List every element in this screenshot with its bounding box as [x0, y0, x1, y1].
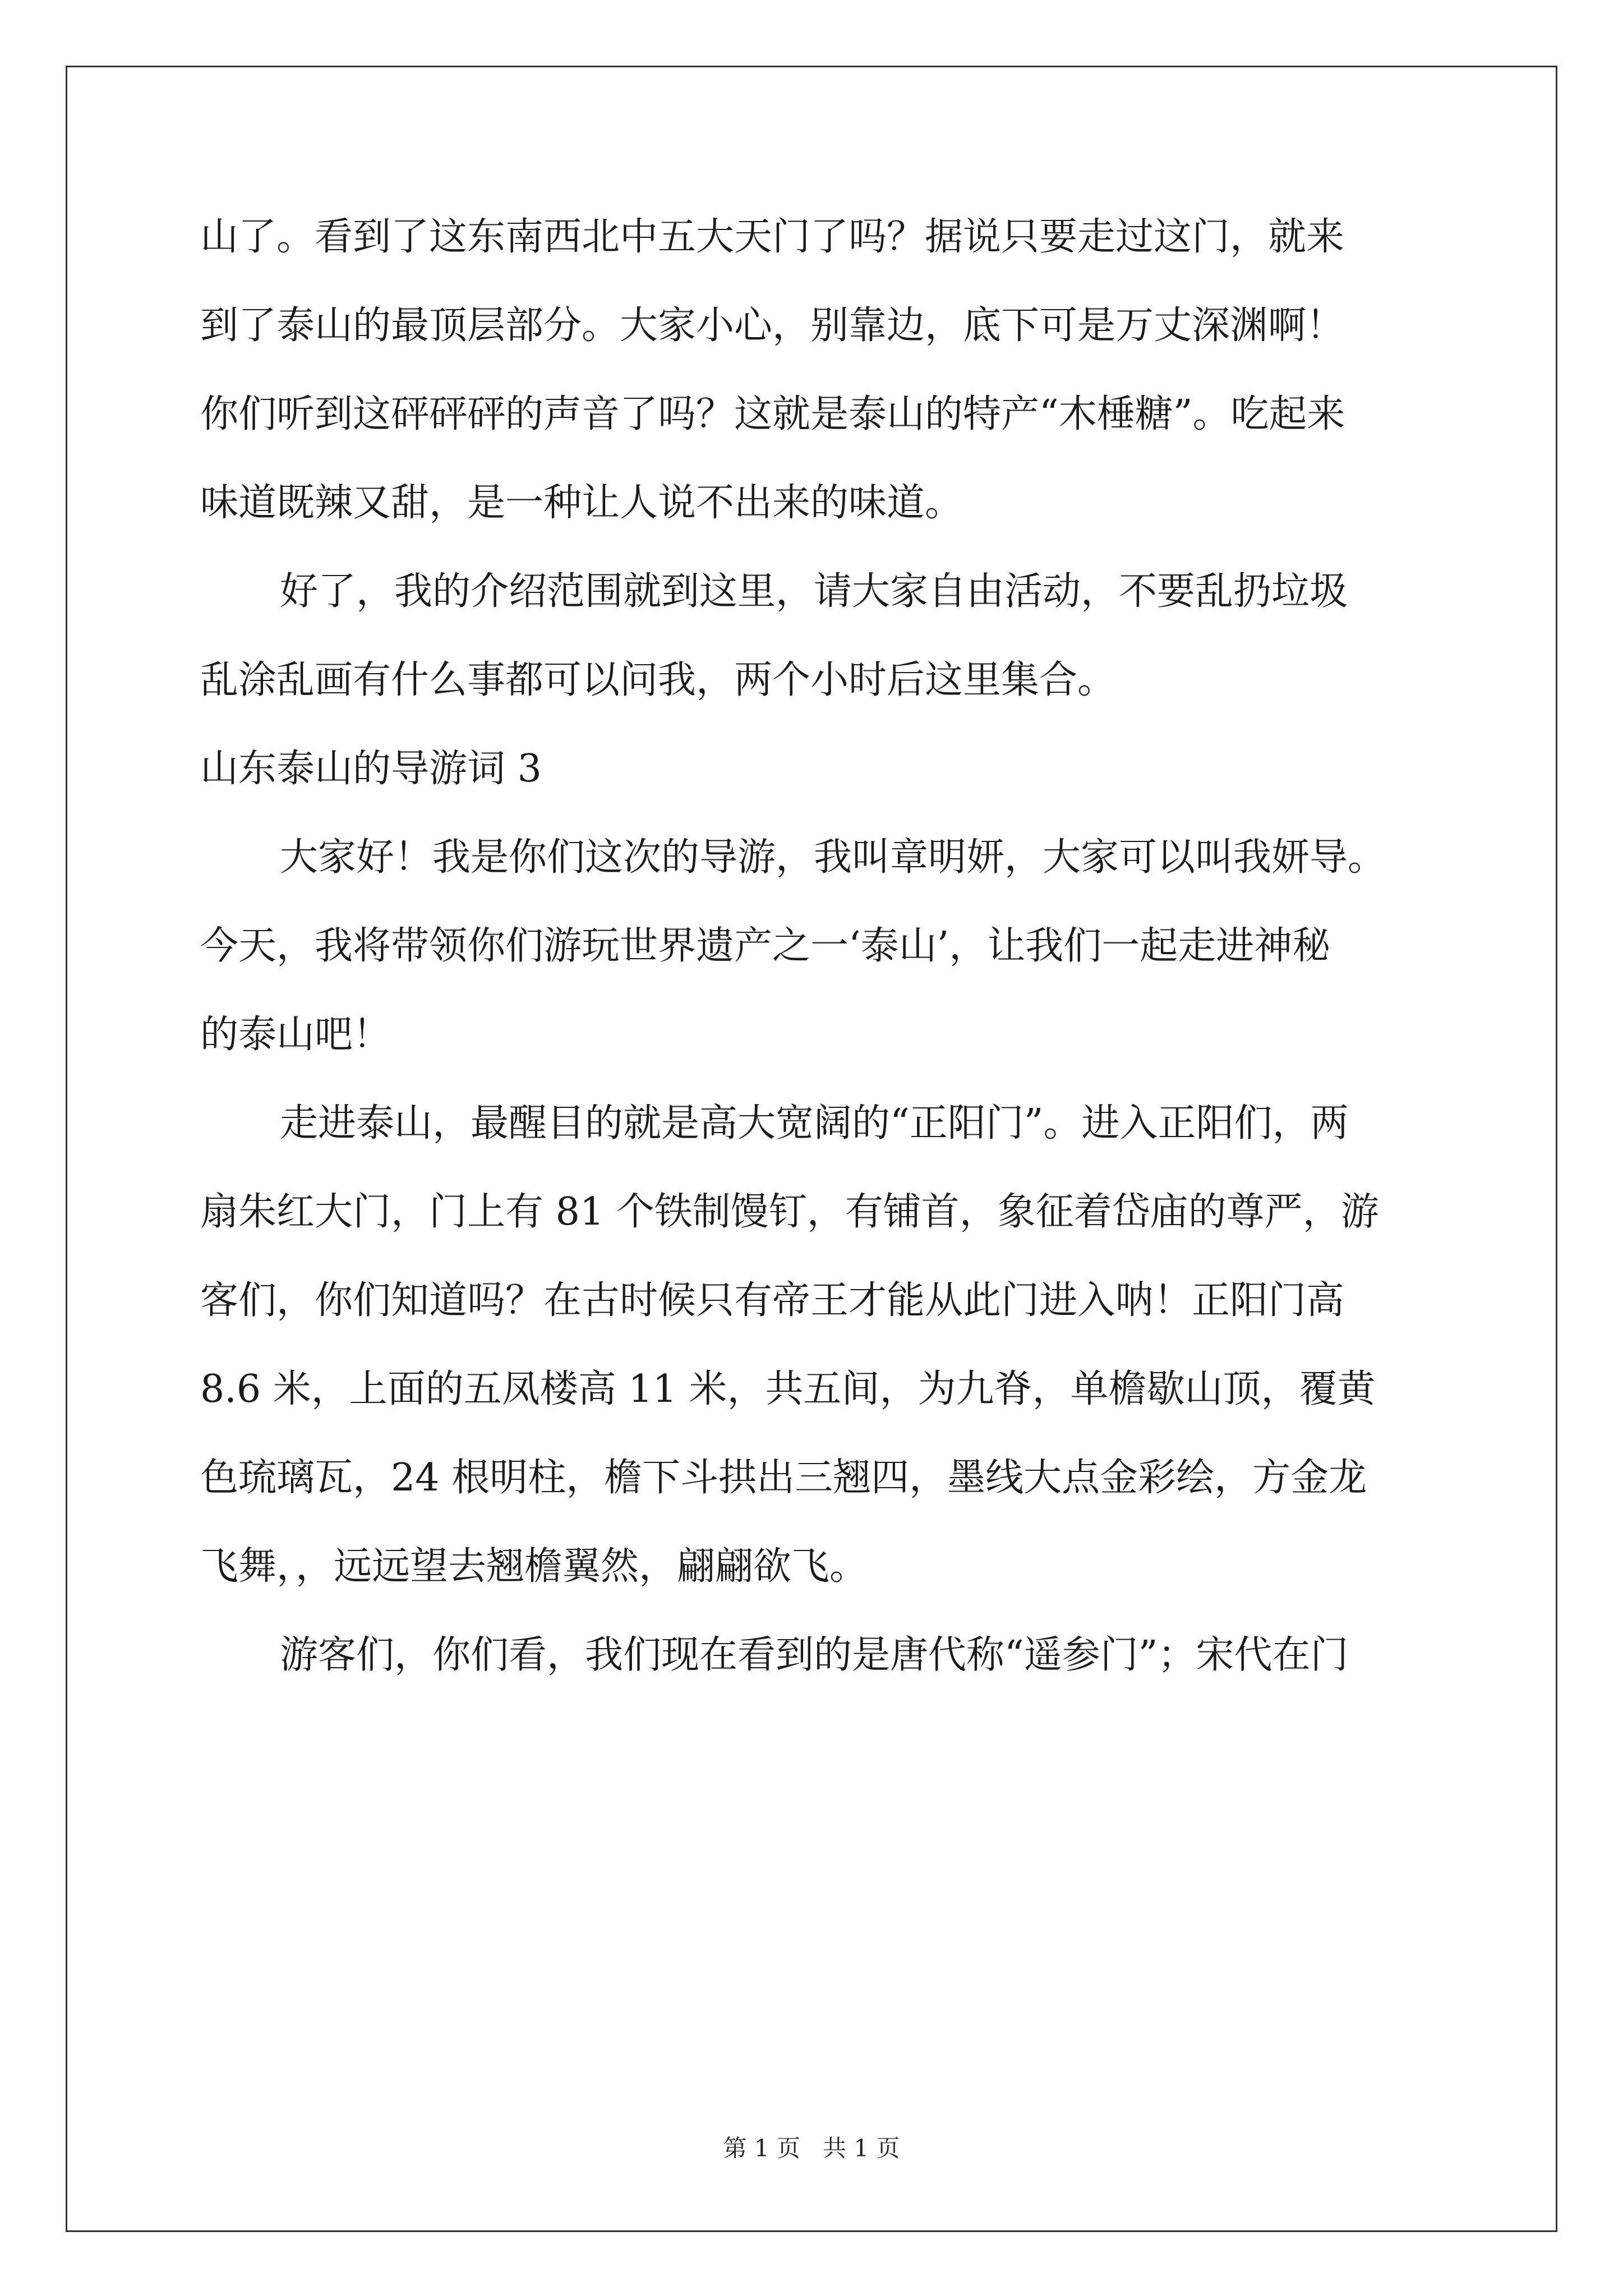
text-line: 飞舞，，远远望去翘檐翼然，翩翩欲飞。	[200, 1544, 868, 1589]
page-number: 第 1 页	[723, 2134, 800, 2162]
text-line: 味道既辣又甜，是一种让人说不出来的味道。	[200, 481, 963, 525]
text-line: 乱涂乱画有什么事都可以问我，两个小时后这里集合。	[200, 658, 1116, 702]
paragraph-start-line: 走进泰山，最醒目的就是高大宽阔的“正阳门”。进入正阳们，两	[280, 1101, 1349, 1145]
page-total: 共 1 页	[823, 2134, 900, 2162]
text-line: 扇朱红大门，门上有 81 个铁制馒钉，有铺首，象征着岱庙的尊严，游	[200, 1190, 1379, 1234]
text-line: 今天，我将带领你们游玩世界遗产之一‘泰山’，让我们一起走进神秘	[200, 924, 1331, 968]
paragraph-start-line: 大家好！我是你们这次的导游，我叫章明妍，大家可以叫我妍导。	[280, 835, 1386, 880]
text-line: 客们，你们知道吗？在古时候只有帝王才能从此门进入呐！正阳门高	[200, 1278, 1345, 1323]
section-heading: 山东泰山的导游词 3	[200, 747, 542, 791]
text-line: 的泰山吧！	[200, 1013, 391, 1057]
text-line: 色琉璃瓦，24 根明柱，檐下斗拱出三翘四，墨线大点金彩绘，方金龙	[200, 1456, 1367, 1500]
text-line: 山了。看到了这东南西北中五大天门了吗？据说只要走过这门，就来	[200, 215, 1345, 259]
paragraph-start-line: 游客们，你们看，我们现在看到的是唐代称“遥参门”；宋代在门	[280, 1633, 1349, 1677]
text-line: 你们听到这砰砰砰的声音了吗？这就是泰山的特产“木棰糖”。吃起来	[200, 392, 1345, 436]
text-line: 到了泰山的最顶层部分。大家小心，别靠边，底下可是万丈深渊啊！	[200, 303, 1345, 348]
text-line: 8.6 米，上面的五凤楼高 11 米，共五间，为九脊，单檐歇山顶，覆黄	[200, 1367, 1376, 1411]
page-footer	[0, 2132, 1623, 2165]
paragraph-start-line: 好了，我的介绍范围就到这里，请大家自由活动，不要乱扔垃圾	[280, 569, 1348, 614]
